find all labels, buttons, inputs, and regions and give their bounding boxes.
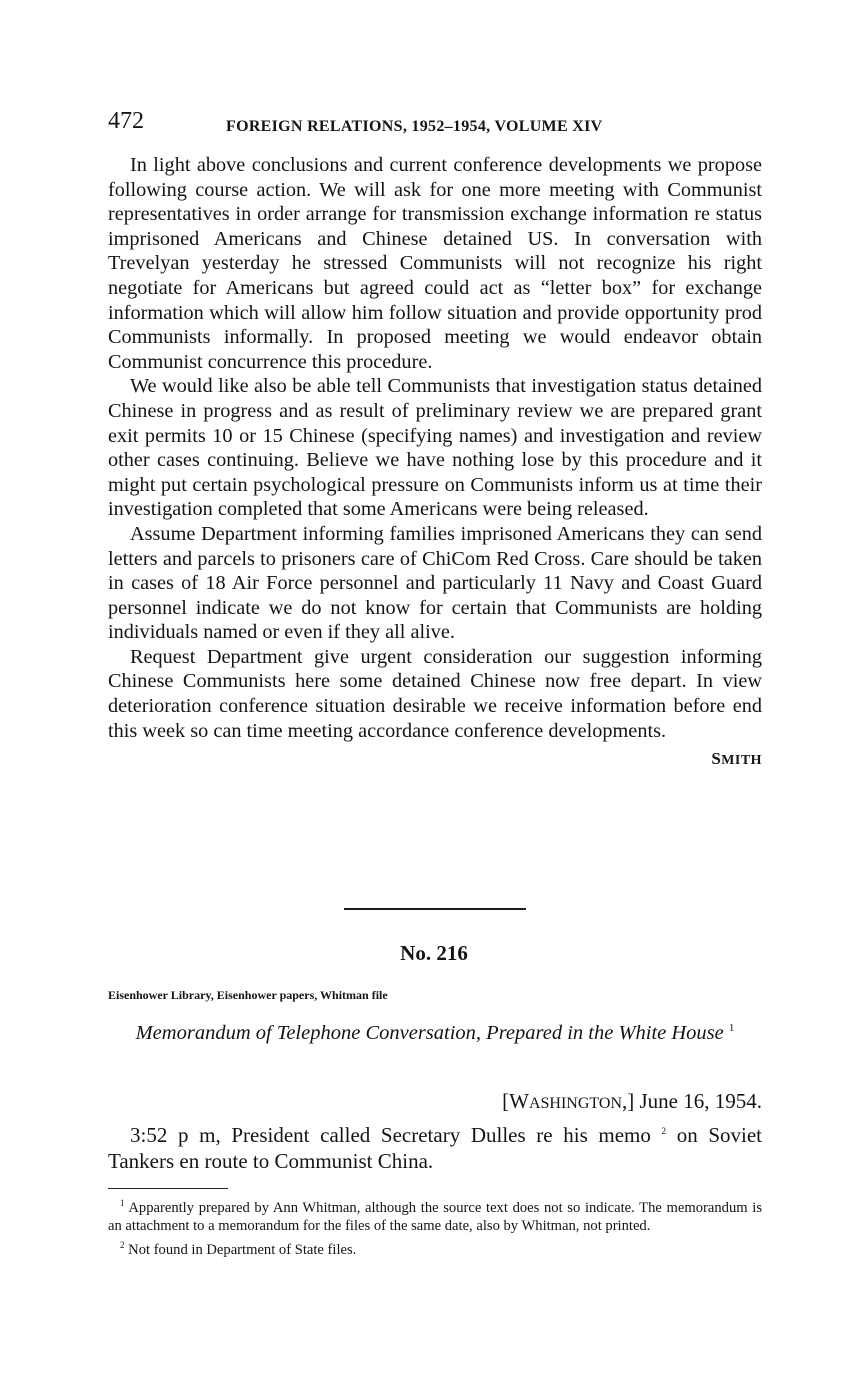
footnote-ref-1: 1 <box>728 1022 735 1034</box>
memorandum-text-1: 3:52 p m, President called Secretary Dulles re his memo <box>130 1123 651 1147</box>
signature-initial: S <box>711 749 722 769</box>
footnote-2-mark: 2 <box>120 1239 125 1250</box>
document-number: No. 216 <box>400 941 468 965</box>
memorandum-body <box>108 1118 762 1174</box>
document-title-text: Memorandum of Telephone Conversation, Prepared in the White House <box>135 1021 724 1044</box>
signature <box>108 749 762 769</box>
dateline <box>502 1089 762 1114</box>
signature-rest: MITH <box>721 753 762 769</box>
telegram-body <box>108 153 762 769</box>
footnote-1-text: Apparently prepared by Ann Whitman, although the source text does not so indicate. The memorandum is an attachment to a memorandum for the files of the same date, also by Whitman, not printed. <box>108 1199 762 1235</box>
footnotes <box>108 1194 762 1259</box>
dateline-place: ASHINGTON <box>528 1095 622 1112</box>
memorandum-paragraph <box>108 1118 762 1174</box>
memorandum-text-2: on Soviet Tankers en route to Communist China. <box>108 1123 762 1173</box>
page-number: 472 <box>108 108 144 134</box>
source-note: Eisenhower Library, Eisenhower papers, Whitman file <box>108 988 388 1002</box>
document-title <box>120 1015 750 1046</box>
body-paragraph-4: Request Department give urgent consideration our suggestion informing Chinese Communists here some detained Chinese now free depart. In view deterioration conference situation desirable we receive information before end this week so can time meeting accordance conference developments. <box>108 645 762 742</box>
footnote-2 <box>108 1236 762 1259</box>
body-paragraph-2: We would like also be able tell Communists that investigation status detained Chinese in progress and as result of preliminary review we are prepared grant exit permits 10 or 15 Chinese (specifying names) and investigation and review other cases continuing. Believe we have nothing lose by this procedure and it might put certain psychological pressure on Communists inform us at time their investigation completed that some Americans were being released. <box>108 375 762 521</box>
dateline-open: [W <box>502 1089 529 1113</box>
body-paragraph-1: In light above conclusions and current conference developments we propose following course action. We will ask for one more meeting with Communist representatives in order arrange for transmission exchange information re status imprisoned Americans and Chinese detained US. In conversation with Trevelyan yesterday he stressed Communists will not recognize his right negotiate for Americans but agreed could act as “letter box” for exchange information which will allow him follow situation and provide opportunity prod Communists informally. In proposed meeting we would endeavor obtain Communist concurrence this procedure. <box>108 154 762 373</box>
footnote-rule <box>108 1188 228 1189</box>
footnote-ref-2: 2 <box>661 1126 667 1136</box>
footnote-1-mark: 1 <box>120 1198 125 1208</box>
dateline-rest: ,] June 16, 1954. <box>622 1089 762 1113</box>
body-paragraph-3: Assume Department informing families imprisoned Americans they can send letters and parcels to prisoners care of ChiCom Red Cross. Care should be taken in cases of 18 Air Force personnel and particularly 11 Navy and Coast Guard personnel indicate we do not know for certain that Communists are holding individuals named or even if they all alive. <box>108 522 762 644</box>
footnote-1 <box>108 1194 762 1236</box>
section-divider <box>344 908 526 910</box>
footnote-2-text: Not found in Department of State files. <box>128 1241 357 1258</box>
running-title: FOREIGN RELATIONS, 1952–1954, VOLUME XIV <box>226 118 603 135</box>
page-header <box>108 108 763 138</box>
